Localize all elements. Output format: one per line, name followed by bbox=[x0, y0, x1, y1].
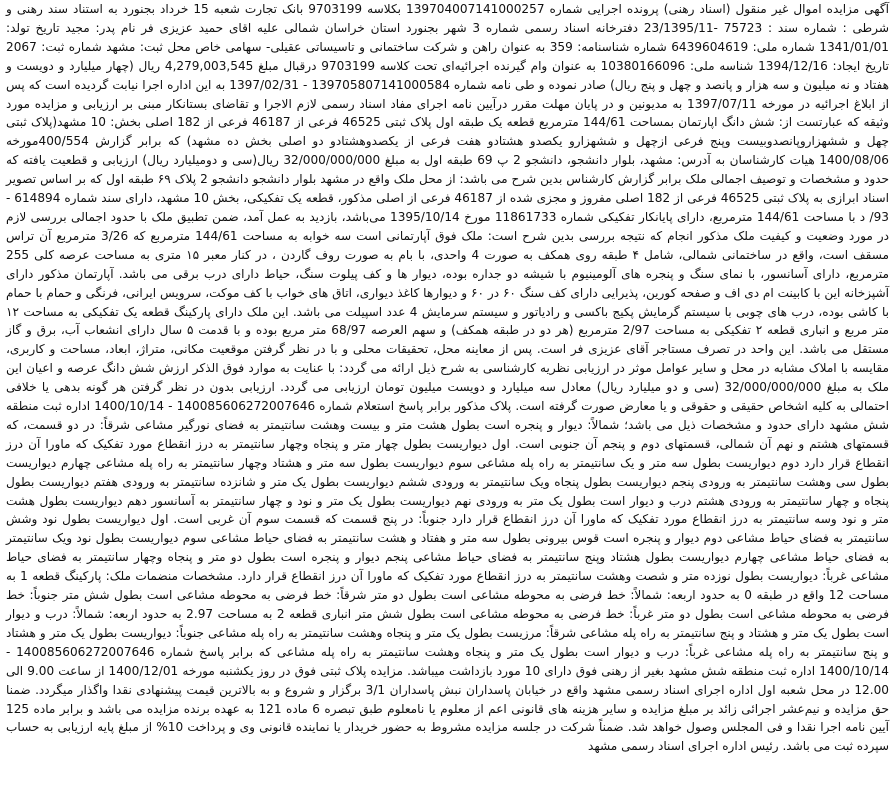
auction-notice-text: آگهی مزایده اموال غیر منقول (اسناد رهنی) پرونده اجرایی شماره 139704007141000257 بکلاسه 9703199 بانک تجارت شعبه 15 خرداد بجنورد به استناد سند رهنی و شرطی : شماره سند : 75723 -23/1395/11 دفترخانه اسناد رسمی شماره 3 شهر بجنورد استان خراسان شمالی علیه اقای حمید عزیزی فر نام پدر: مجید تاریخ تولد: 1341/01/01 شماره ملی: 6439604619 شماره شناسنامه: 359 به عنوان راهن و شرکت ساختمانی و تاسیساتی عقیلی- سهامی خاص محل ثبت: مشهد شماره ثبت: 2067 تاریخ ایجاد: 1394/12/16 شناسه ملی: 10380166096 به عنوان وام گیرنده اجرائیه‌ای تحت کلاسه 9703199 درقبال مبلغ 4,279,003,545 ریال (چهار میلیارد و دویست و هفتاد و نه میلیون و سه هزار و پانصد و چهل و پنج ریال) صادر نموده و طی نامه شماره 139705807141000584 - 1397/02/31 به این اداره اجرا نیابت گردیده است که پس از ابلاغ اجرائیه در مورخه 1397/07/11 به مدیونین و در پایان مهلت مقرر درآیین نامه اجرای مفاد اسناد رسمی لازم الاجرا و تقاضای بستانکار مبنی بر ارزیابی و مزایده مورد وثیقه که عبارتست از: شش دانگ اپارتمان بمساحت 144/61 مترمربع قطعه یک طبقه اول پلاک ثبتی 46525 فرعی از 46187 فرعی از 182 اصلی بخش: 10 مشهد(پلاک ثبتی چهل و ششهزاروپانصدوبیست وپنج فرعی ازچهل و ششهزارو یکصدو هشتادو هفت فرعی از یکصدوهشتادو دو اصلی بخش ده مشهد) که برابر گزارش 400/554مورخه 1400/08/06 هیات کارشناسان به آدرس: مشهد، بلوار دانشجو، دانشجو 2 پ 69 طبقه اول به مبلغ 32/000/000/000 ریال(سی و دومیلیارد ریال) ارزیابی و قطعیت یافته که حدود و مشخصات و توصیف اجمالی ملک برابر گزارش کارشناس بدین شرح می باشد: از محل ملک واقع در مشهد بلوار دانشجو دانشجو 2 پلاک ۶۹ طبقه اول که بر اساس تصویر اسناد ابرازی به پلاک ثبتی 46525 فرعی از 182 اصلی مفروز و مجزی شده از 46187 فرعی از اصلی مذکور، قطعه یک تفکیکی، بخش 10 مشهد، دارای سند شماره 614894 - 93/ د با مساحت 144/61 مترمربع، دارای پایانکار تفکیکی شماره 11861733 مورخ 1395/10/14 می‌باشد، بازدید به عمل آمد، ضمن تطبیق ملک با حدود اجمالی بررسی لازم در مورد وضعیت و کیفیت ملک مذکور انجام که نتیجه بررسی بدین شرح است: ملک فوق آپارتمانی است سه خوابه به مساحت 144/61 مترمربع که 3/26 مترمربع آن تراس مسقف است، واقع در ساختمانی شمالی، شامل ۴ طبقه روی همکف به صورت 4 واحدی، با بام به صورت روف گاردن ، در کنار معبر ۱۵ متری به مساحت عرصه کلی 255 مترمربع، دارای آسانسور، با نمای سنگ و پنجره های آلومینیوم با شیشه دو جداره بوده، دیوار ها و کف پیلوت سنگ، حیاط دارای درب برقی می باشد. آپارتمان مذکور دارای آشپزخانه این با کابینت ام دی اف و صفحه کورین، پذیرایی دارای کف سنگ ۶۰ در ۶۰ و دیوارها کاغذ دیواری، اتاق های خواب با کف موکت، سرویس ایرانی، فرنگی و حمام با حمام با کاشی بوده، درب های چوبی با سیستم گرمایش پکیج باکسی و رادیاتور و سیستم سرمایش 4 عدد اسپیلت می باشد. این ملک دارای پارکینگ قطعه یک تفکیکی به مساحت ۱۲ متر مربع و انباری قطعه ۲ تفکیکی به مساحت 2/97 مترمربع (هر دو در طبقه همکف) و سهم العرصه 68/97 متر مربع بوده و با قدمت ۵ سال دارای انشعاب آب، برق و گاز مستقل می باشد. این واحد در تصرف مستاجر آقای عزیزی فر است. پس از معاینه محل، تحقیقات محلی و با در نظر گرفتن موقعیت مکانی، متراژ، ابعاد، مساحت و کاربری، مقایسه با املاک مشابه در محل و سایر عوامل موثر در ارزیابی نظریه کارشناسی به شرح ذیل ارائه می گردد: با عنایت به موارد فوق الذکر ارزش شش دانگ عرصه و اعیان این ملک به مبلغ 32/000/000/000 (سی و دو میلیارد ریال) معادل سه میلیارد و دویست میلیون تومان ارزیابی می گردد. ارزیابی بدون در نظر گرفتن هر گونه بدهی یا خلافی احتمالی به کلیه اشخاص حقیقی و حقوقی و یا معارض صورت گرفته است. پلاک مذکور برابر پاسخ استعلام شماره 140085606272007646 - 1400/10/14 اداره ثبت منطقه شش مشهد دارای حدود و مشخصات ذیل می باشد؛ شمالاً: دیوار و پنجره است بطول هشت متر و بیست وهشت سانتیمتر به فضای نورگیر مشاعی شرقاً: در دو قسمت، که قسمتهای هشتم و نهم آن شمالی، قسمتهای دوم و پنجم آن جنوبی است. اول دیواریست بطول چهار متر و پنجاه وچهار سانتیمتر به درز انقطاع مورد تفکیک که ماورا آن درز انقطاع قرار دارد دوم دیواریست بطول سه متر و یک سانتیمتر به راه پله مشاعی سوم دیواریست بطول سه متر و هشتاد وچهار سانتیمتر به راه پله مشاعی چهارم دیواریست بطول سی وهشت سانتیمتر به ورودی پنجم دیواریست بطول پنجاه ویک سانتیمتر به ورودی ششم دیواریست بطول یک متر و شانزده سانتیمتر به ورودی هفتم دیواریست بطول پنجاه و چهار سانتیمتر به ورودی هشتم درب و دیوار است بطول یک متر به ورودی نهم دیواریست بطول یک متر و نود و چهار سانتیمتر به آسانسور دهم دیواریست بطول هشت متر و نود وسه سانتیمتر به درز انقطاع مورد تفکیک که ماورا آن درز انقطاع قرار دارد جنوباً: در پنج قسمت که قسمت سوم آن غربی است. اول دیواریست بطول نود وشش سانتیمتر به فضای حیاط مشاعی دوم دیوار و پنجره است قوس بیرونی بطول سه متر و هفتاد و هشت سانتیمتر به فضای حیاط مشاعی سوم دیواریست بطول نود ویک سانتیمتر به فضای حیاط مشاعی چهارم دیواریست بطول هشتاد وپنج سانتیمتر به فضای حیاط مشاعی پنجم دیوار و پنجره است بطول دو متر و پنجاه وچهار سانتیمتر به فضای حیاط مشاعی غرباً: دیواریست بطول نوزده متر و شصت وهشت سانتیمتر به درز انقطاع مورد تفکیک که ماورا آن درز انقطاع قرار دارد. مشخصات منضمات ملک: پارکینگ قطعه 1 به مساحت 12 واقع در طبقه 0 به حدود اربعه: شمالاً: خط فرضی به محوطه مشاعی است بطول دو متر شرقاً: خط فرضی به محوطه مشاعی است بطول شش متر جنوباً: خط فرضی به محوطه مشاعی است بطول دو متر غرباً: خط فرضی به محوطه مشاعی است بطول شش متر انباری قطعه 2 به مساحت 2.97 به حدود اربعه: شمالاً: درب و دیوار است بطول یک متر و هشتاد و پنج سانتیمتر به راه پله مشاعی شرقاً: مرزیست بطول یک متر و پنجاه وهشت سانتیمتر به راه پله مشاعی جنوباً: دیواریست بطول یک متر و هشتاد و پنج سانتیمتر به راه پله مشاعی غرباً: درب و دیوار است بطول یک متر و پنجاه وهشت سانتیمتر به راه پله مشاعی که برابر پاسخ شماره 140085606272007646 - 1400/10/14 اداره ثبت منطقه شش مشهد بغیر از رهنی فوق دارای 10 مورد بازداشت میباشد. مزایده پلاک ثبتی فوق در روز یکشنبه مورخه 1400/12/01 از ساعت 9.00 الی 12.00 در محل شعبه اول اداره اجرای اسناد رسمی مشهد واقع در خیابان پاسداران نبش پاسداران 3/1 برگزار و شروع و به بالاترین قیمت پیشنهادی نقدا واگذار میگردد. ضمنا حق مزایده و نیم‌عشر اجرائی زائد بر مبلغ مزایده و سایر هزینه های قانونی اعم از معلوم یا نامعلوم طبق تبصره 6 ماده 121 به عهده برنده مزایده می باشد و برابر ماده 125 آیین نامه اجرا نقدا و فی المجلس وصول خواهد شد. ضمناً شرکت در جلسه مزایده مشروط به حضور خریدار یا نماینده قانونی وی و پرداخت 10% از مبلغ پایه ارزیابی به حساب سپرده ثبت می باشد. رئیس اداره اجرای اسناد رسمی مشهد bbox=[6, 2, 890, 754]
